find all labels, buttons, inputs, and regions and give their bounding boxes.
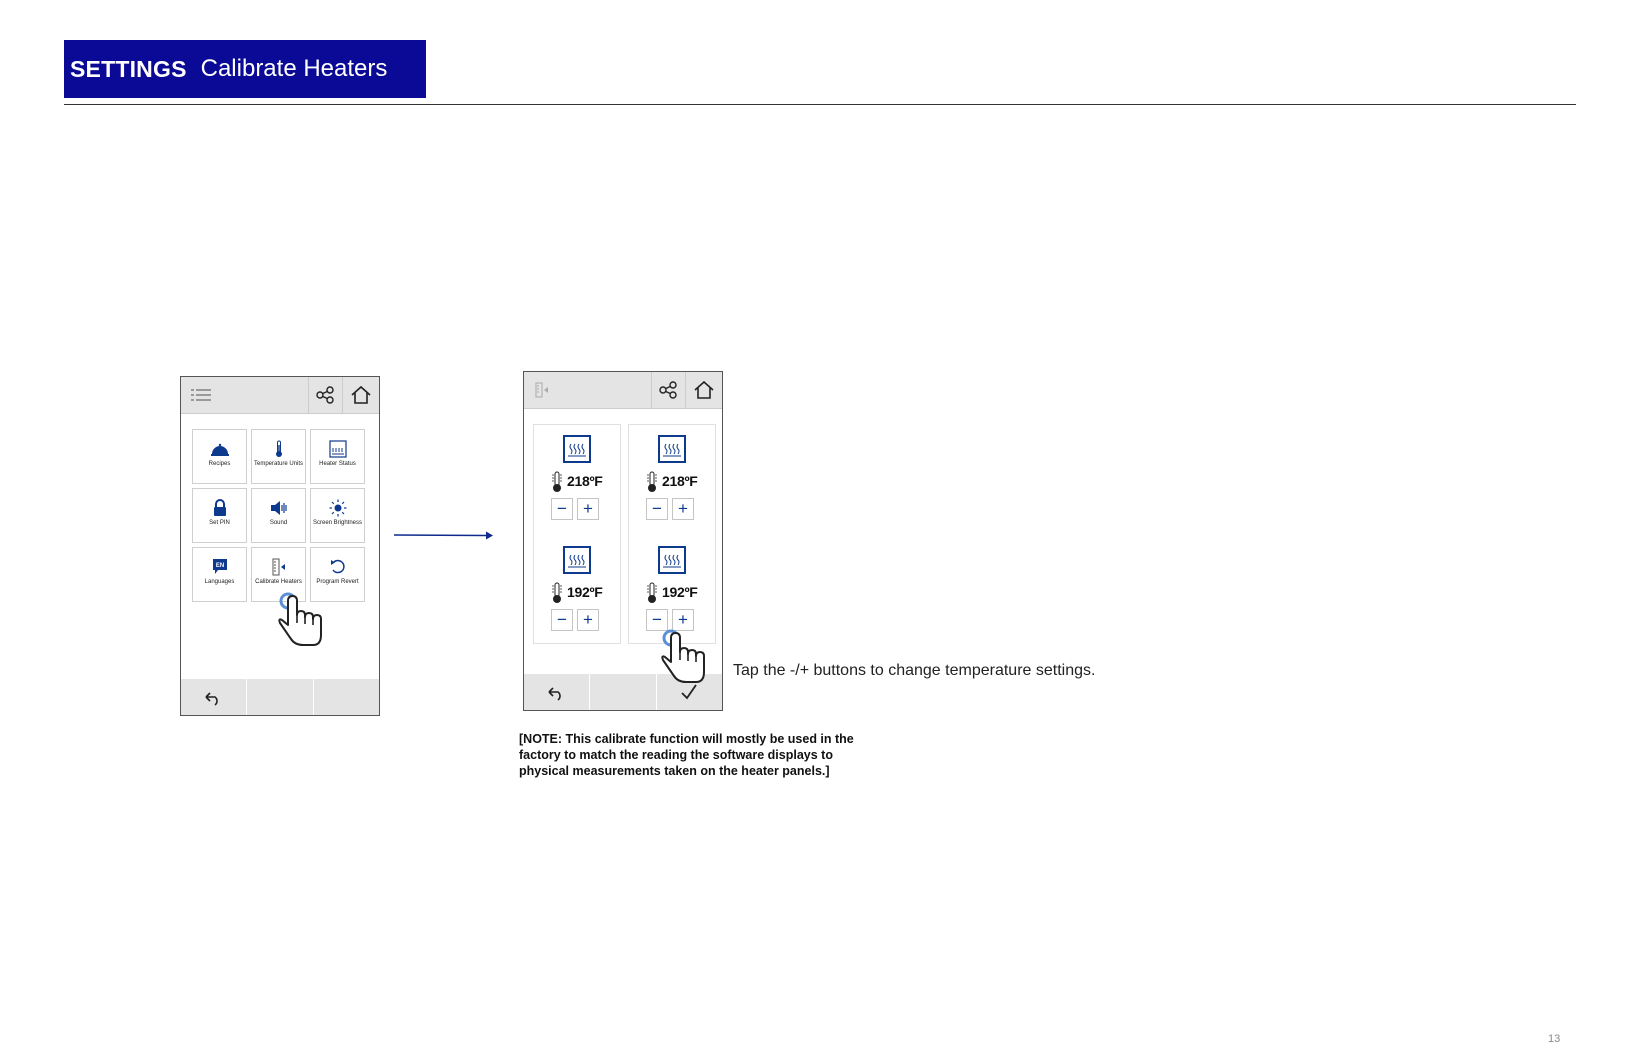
thermometer-icon: [551, 471, 563, 493]
temperature-readout: 192ºF: [662, 584, 698, 600]
page-number: 13: [1548, 1033, 1561, 1045]
tile-label: Languages: [204, 579, 235, 585]
settings-header: [181, 377, 379, 414]
factory-note: [NOTE: This calibrate function will mostly be used in the factory to match the reading the software displays to physical measurements taken on the heater panels.]: [519, 732, 854, 778]
tile-recipes[interactable]: [192, 429, 247, 484]
back-arrow-icon: [203, 688, 223, 706]
heater-icon: [563, 435, 591, 463]
title-divider: [64, 104, 1576, 105]
tile-temperature-units[interactable]: [251, 429, 306, 484]
heater-icon: [563, 546, 591, 574]
heater-column-right: [628, 424, 716, 644]
calibrate-icon: [269, 558, 289, 576]
footer-blank-segment: [247, 679, 313, 715]
instruction-caption: Tap the -/+ buttons to change temperature settings.: [733, 662, 1096, 679]
brightness-icon: [328, 499, 348, 517]
cloche-icon: [210, 440, 230, 458]
menu-list-icon[interactable]: [190, 384, 212, 406]
thermometer-icon: [551, 582, 563, 604]
tile-label: Sound: [269, 520, 288, 526]
tile-label: Calibrate Heaters: [255, 579, 302, 585]
thermometer-icon: [646, 582, 658, 604]
footer-blank-segment: [314, 679, 379, 715]
tile-label: Recipes: [208, 461, 231, 467]
plus-button[interactable]: +: [672, 609, 694, 631]
plus-button[interactable]: +: [672, 498, 694, 520]
tile-screen-brightness[interactable]: [310, 488, 365, 543]
settings-grid: [192, 429, 365, 602]
back-arrow-icon: [546, 683, 566, 701]
tap-hand-icon: [277, 591, 337, 647]
heater-icon: [658, 546, 686, 574]
heater-panel: [629, 536, 715, 636]
plus-button[interactable]: +: [577, 498, 599, 520]
minus-button[interactable]: −: [646, 498, 668, 520]
calibrate-header: [524, 372, 722, 409]
heater-panel: [534, 536, 620, 636]
minus-button[interactable]: −: [551, 498, 573, 520]
page-title: Calibrate Heaters: [200, 55, 388, 82]
thermometer-icon: [646, 471, 658, 493]
home-icon[interactable]: [693, 379, 715, 401]
checkmark-icon: [679, 682, 699, 702]
tile-sound[interactable]: [251, 488, 306, 543]
temperature-readout: 192ºF: [567, 584, 603, 600]
tile-heater-status[interactable]: [310, 429, 365, 484]
minus-button[interactable]: −: [646, 609, 668, 631]
tile-languages[interactable]: [192, 547, 247, 602]
temperature-readout: 218ºF: [567, 473, 603, 489]
settings-footer: [181, 679, 379, 715]
footer-blank-segment: [590, 674, 656, 710]
tile-label: Screen Brightness: [312, 520, 363, 526]
lock-icon: [210, 499, 230, 517]
tile-label: Temperature Units: [253, 461, 304, 467]
settings-screen: [180, 376, 380, 716]
temperature-readout: 218ºF: [662, 473, 698, 489]
calibrate-screen: [523, 371, 723, 711]
thermometer-icon: [269, 440, 289, 458]
flow-arrow: [394, 529, 494, 541]
back-button[interactable]: [524, 674, 590, 710]
share-icon[interactable]: [314, 384, 336, 406]
heater-icon: [328, 440, 348, 458]
minus-button[interactable]: −: [551, 609, 573, 631]
language-icon: [210, 558, 230, 576]
plus-button[interactable]: +: [577, 609, 599, 631]
heater-panel: [629, 425, 715, 525]
tile-label: Heater Status: [319, 461, 356, 467]
tile-set-pin[interactable]: [192, 488, 247, 543]
section-label: SETTINGS: [70, 55, 187, 82]
revert-icon: [328, 558, 348, 576]
tap-hand-icon: [660, 628, 720, 684]
share-icon[interactable]: [657, 379, 679, 401]
heater-icon: [658, 435, 686, 463]
heater-column-left: [533, 424, 621, 644]
tile-label: Set PIN: [209, 520, 230, 526]
calibrate-icon: [532, 379, 554, 401]
speaker-icon: [269, 499, 289, 517]
home-icon[interactable]: [350, 384, 372, 406]
title-banner: [64, 40, 426, 98]
back-button[interactable]: [181, 679, 247, 715]
tile-label: Program Revert: [316, 579, 359, 585]
svg-text:EN: EN: [215, 563, 224, 569]
heater-panel: [534, 425, 620, 525]
